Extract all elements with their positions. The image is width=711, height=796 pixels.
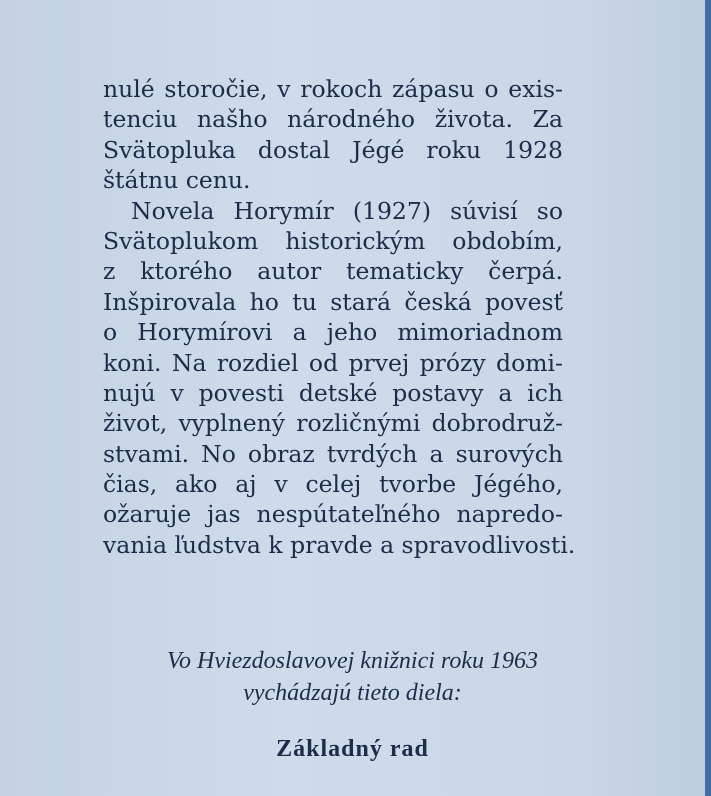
- text-line: Svätopluka dostal Jégé roku 1928: [103, 135, 563, 164]
- text-line: nulé storočie, v rokoch zápasu o exis-: [103, 75, 563, 103]
- series-heading: Základný rad: [276, 736, 429, 762]
- text-line: život, vyplnený rozličnými dobrodruž-: [103, 409, 563, 438]
- text-line: ožaruje jas nespútateľného napredo-: [103, 500, 563, 529]
- page-edge: [705, 0, 711, 796]
- text-line: stvami. No obraz tvrdých a surových: [103, 439, 563, 468]
- text-line: Svätoplukom historickým obdobím,: [103, 226, 563, 255]
- text-line: Novela Horymír (1927) súvisí so: [131, 196, 563, 225]
- text-line: z ktorého autor tematicky čerpá.: [103, 257, 563, 286]
- text-line: čias, ako aj v celej tvorbe Jégého,: [103, 470, 563, 499]
- library-note-line-2: vychádzajú tieto diela:: [243, 680, 462, 706]
- text-line: nujú v povesti detské postavy a ich: [103, 378, 563, 407]
- library-note-line-1: Vo Hviezdoslavovej knižnici roku 1963: [166, 648, 539, 674]
- text-line: vania ľudstva k pravde a spravodlivosti.: [103, 530, 576, 559]
- body-text: [103, 74, 576, 560]
- text-line: tenciu našho národného života. Za: [103, 105, 563, 134]
- text-line: koni. Na rozdiel od prvej prózy domi-: [103, 348, 563, 377]
- text-line: Inšpirovala ho tu stará česká povesť: [103, 287, 563, 316]
- text-line: štátnu cenu.: [103, 166, 251, 195]
- text-line: o Horymírovi a jeho mimoriadnom: [103, 318, 563, 347]
